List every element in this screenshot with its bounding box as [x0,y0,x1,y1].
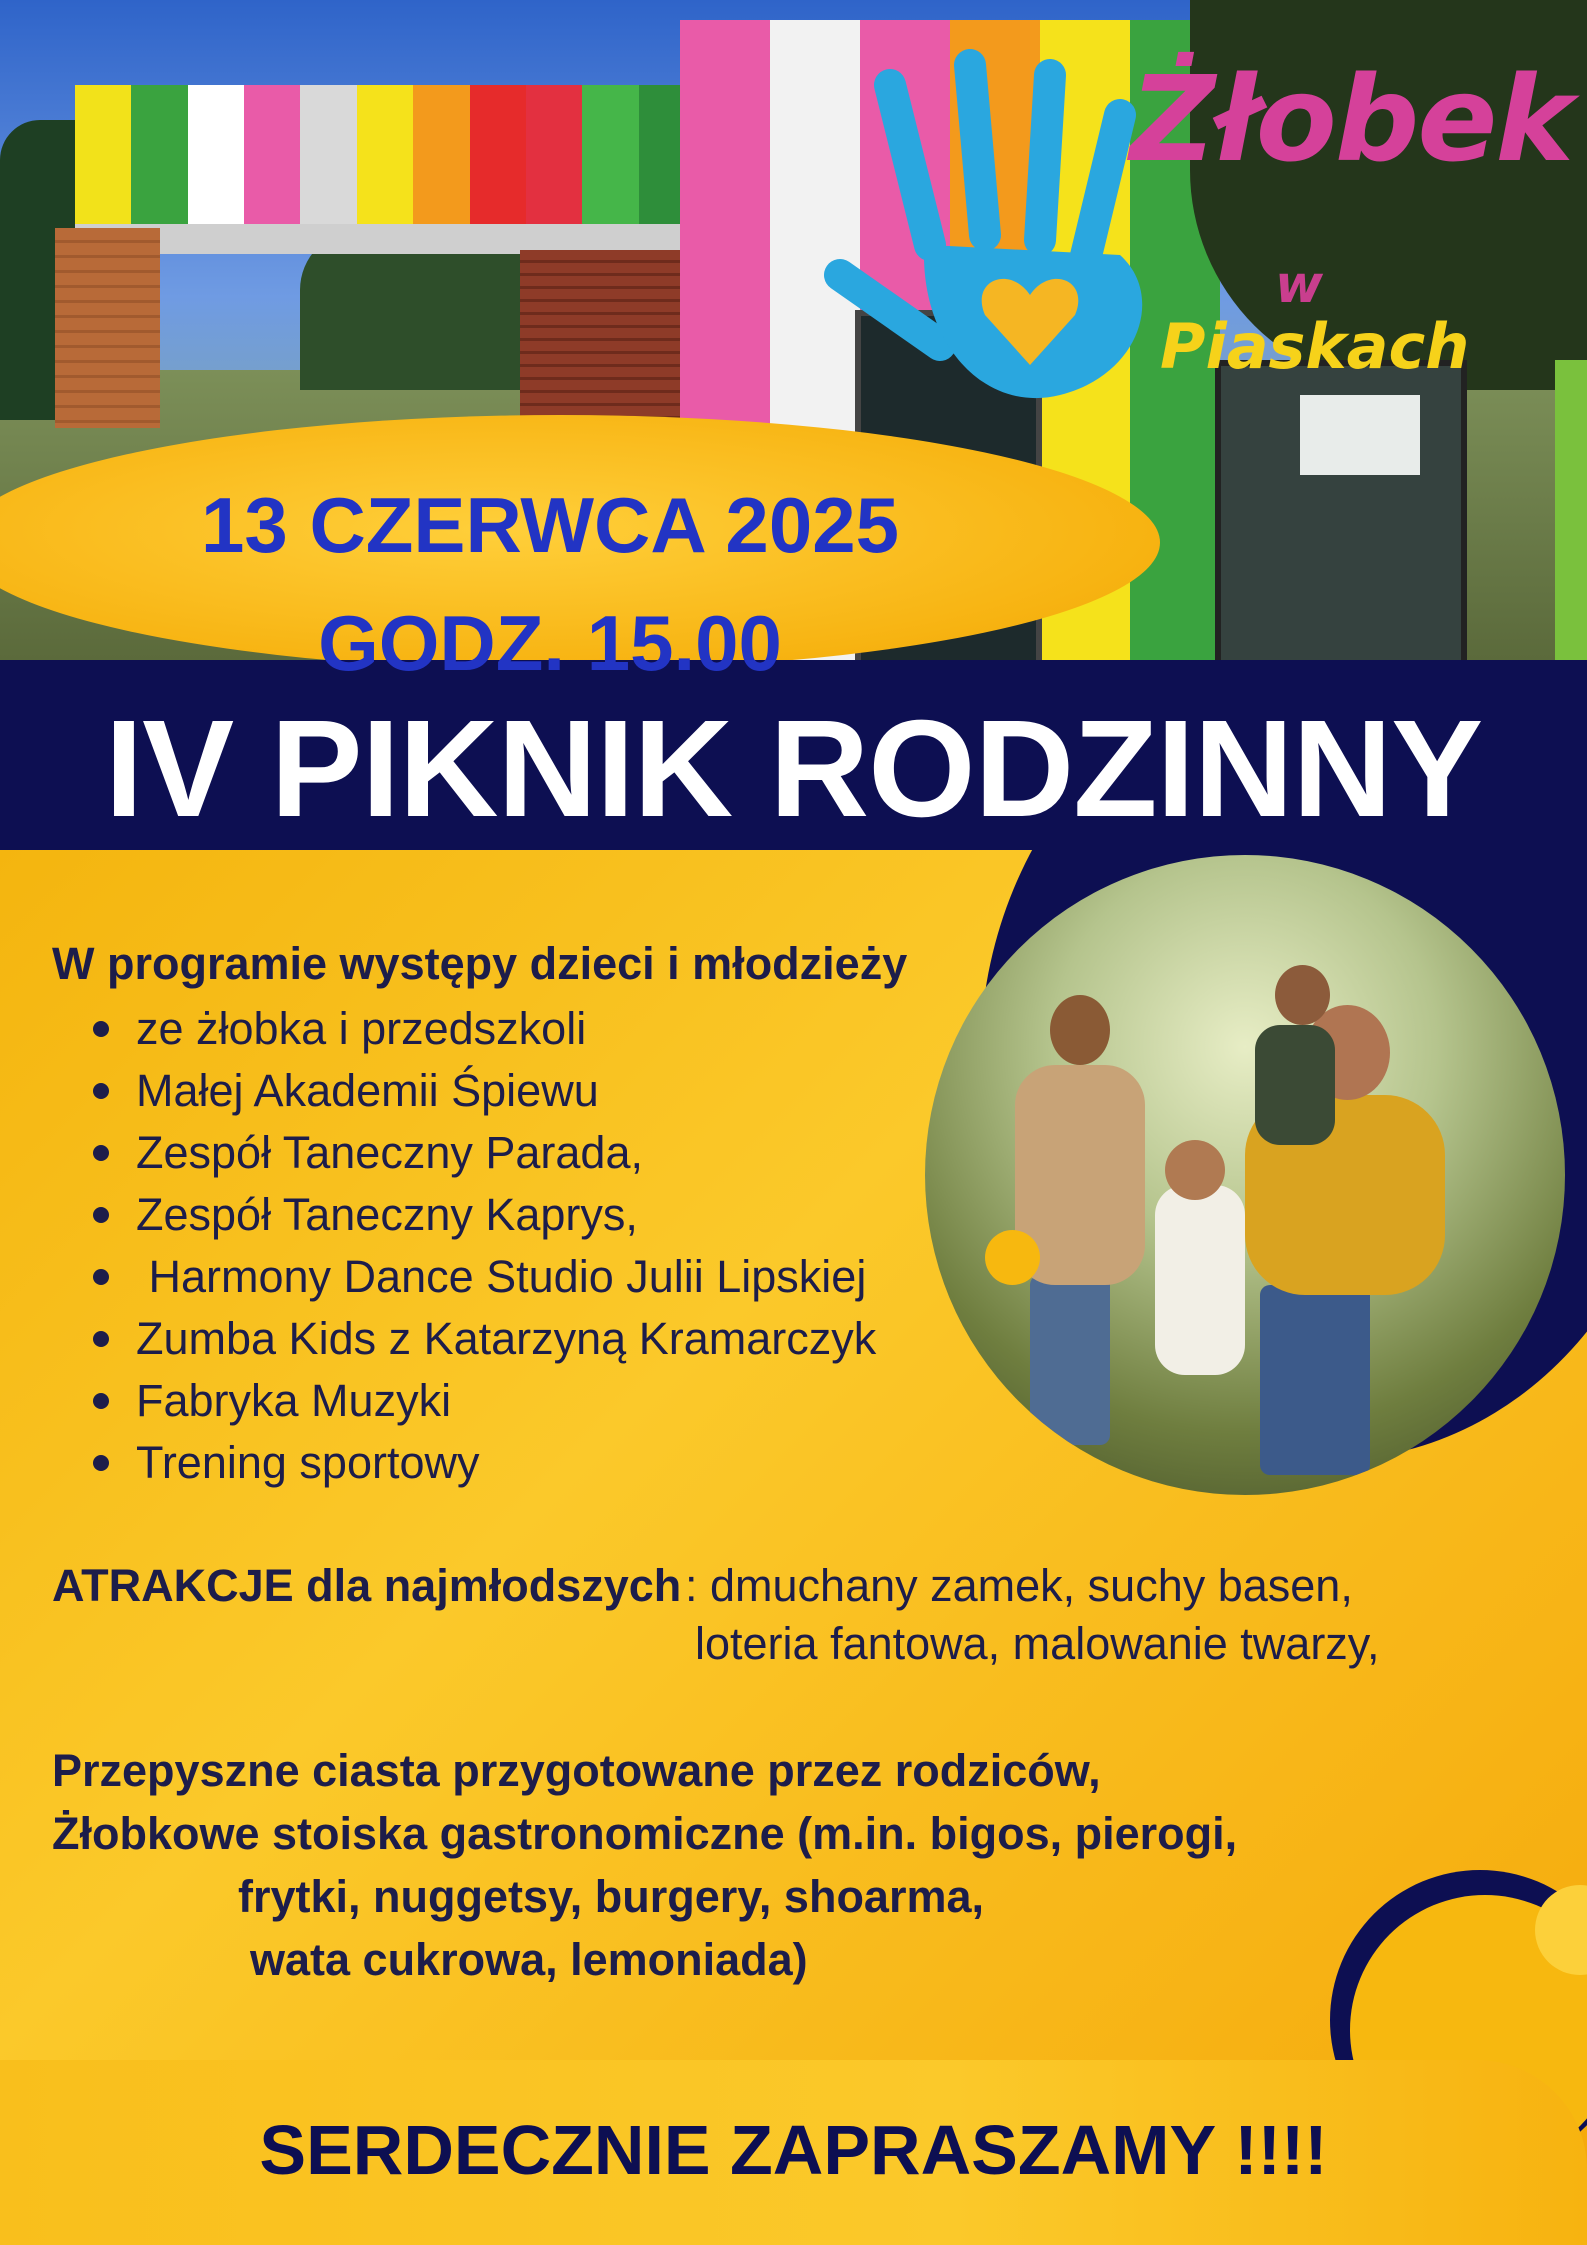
bullet-icon [93,1021,109,1037]
list-item-label: Fabryka Muzyki [136,1375,452,1426]
bullet-icon [93,1145,109,1161]
list-item-label: Zumba Kids z Katarzyną Kramarczyk [136,1313,877,1364]
list-item-label: Małej Akademii Śpiewu [136,1065,599,1116]
food-line-3: frytki, nuggetsy, burgery, shoarma, [238,1871,985,1922]
roof-stripe [131,85,187,225]
photo-yellow-dot [985,1230,1040,1285]
invitation-text: SERDECZNIE ZAPRASZAMY !!!! [259,2111,1328,2189]
roof-stripe [188,85,244,225]
attractions-line-2: loteria fantowa, malowanie twarzy, [695,1618,1380,1669]
list-item [88,1308,876,1370]
bullet-icon [93,1393,109,1409]
list-item [88,998,876,1060]
door-notice [1300,395,1420,475]
roof-stripe [357,85,413,225]
photo-father-legs [1260,1285,1370,1475]
roof-stripe [244,85,300,225]
bullet-icon [93,1269,109,1285]
photo-boy-head [1275,965,1330,1025]
attractions-label: ATRAKCJE dla najmłodszych [52,1560,682,1611]
list-item [88,1246,876,1308]
list-item [88,1370,876,1432]
food-line-2: Żłobkowe stoiska gastronomiczne (m.in. bigos, pierogi, [52,1808,1238,1859]
photo-boy [1255,1025,1335,1145]
event-time: GODZ. 15.00 [318,599,782,687]
roof-stripe [526,85,582,225]
family-photo [925,855,1565,1495]
list-item-label: Harmony Dance Studio Julii Lipskiej [136,1251,867,1302]
roof-stripe [75,85,131,225]
food-line-1: Przepyszne ciasta przygotowane przez rodziców, [52,1745,1101,1796]
roof-stripe [413,85,469,225]
brick-wall [520,250,680,420]
food-line-4: wata cukrowa, lemoniada) [250,1934,808,1985]
logo-w: w [1275,255,1324,315]
main-title: IV PIKNIK RODZINNY [104,692,1483,846]
logo-title: Żłobek [1130,50,1572,188]
list-item-label: ze żłobka i przedszkoli [136,1003,587,1054]
attractions-line-1: : dmuchany zamek, suchy basen, [685,1560,1353,1611]
green-wall [1555,360,1587,660]
program-list [88,998,876,1494]
list-item [88,1122,876,1184]
bullet-icon [93,1331,109,1347]
event-date: 13 CZERWCA 2025 [201,481,899,569]
list-item-label: Trening sportowy [136,1437,480,1488]
list-item [88,1184,876,1246]
list-item [88,1432,876,1494]
program-heading: W programie występy dzieci i młodzieży [52,938,908,989]
roof-stripe [582,85,638,225]
roof-stripe [300,85,356,225]
photo-mother-head [1050,995,1110,1065]
bullet-icon [93,1083,109,1099]
striped-roof [75,85,695,225]
list-item-label: Zespół Taneczny Kaprys, [136,1189,638,1240]
bullet-icon [93,1455,109,1471]
list-item-label: Zespół Taneczny Parada, [136,1127,643,1178]
list-item [88,1060,876,1122]
logo-place: Piaskach [1160,310,1470,383]
roof-stripe [470,85,526,225]
photo-girl-head [1165,1140,1225,1200]
photo-girl [1155,1185,1245,1375]
bullet-icon [93,1207,109,1223]
photo-mother-legs [1030,1275,1110,1445]
brick-pillar [55,228,160,428]
